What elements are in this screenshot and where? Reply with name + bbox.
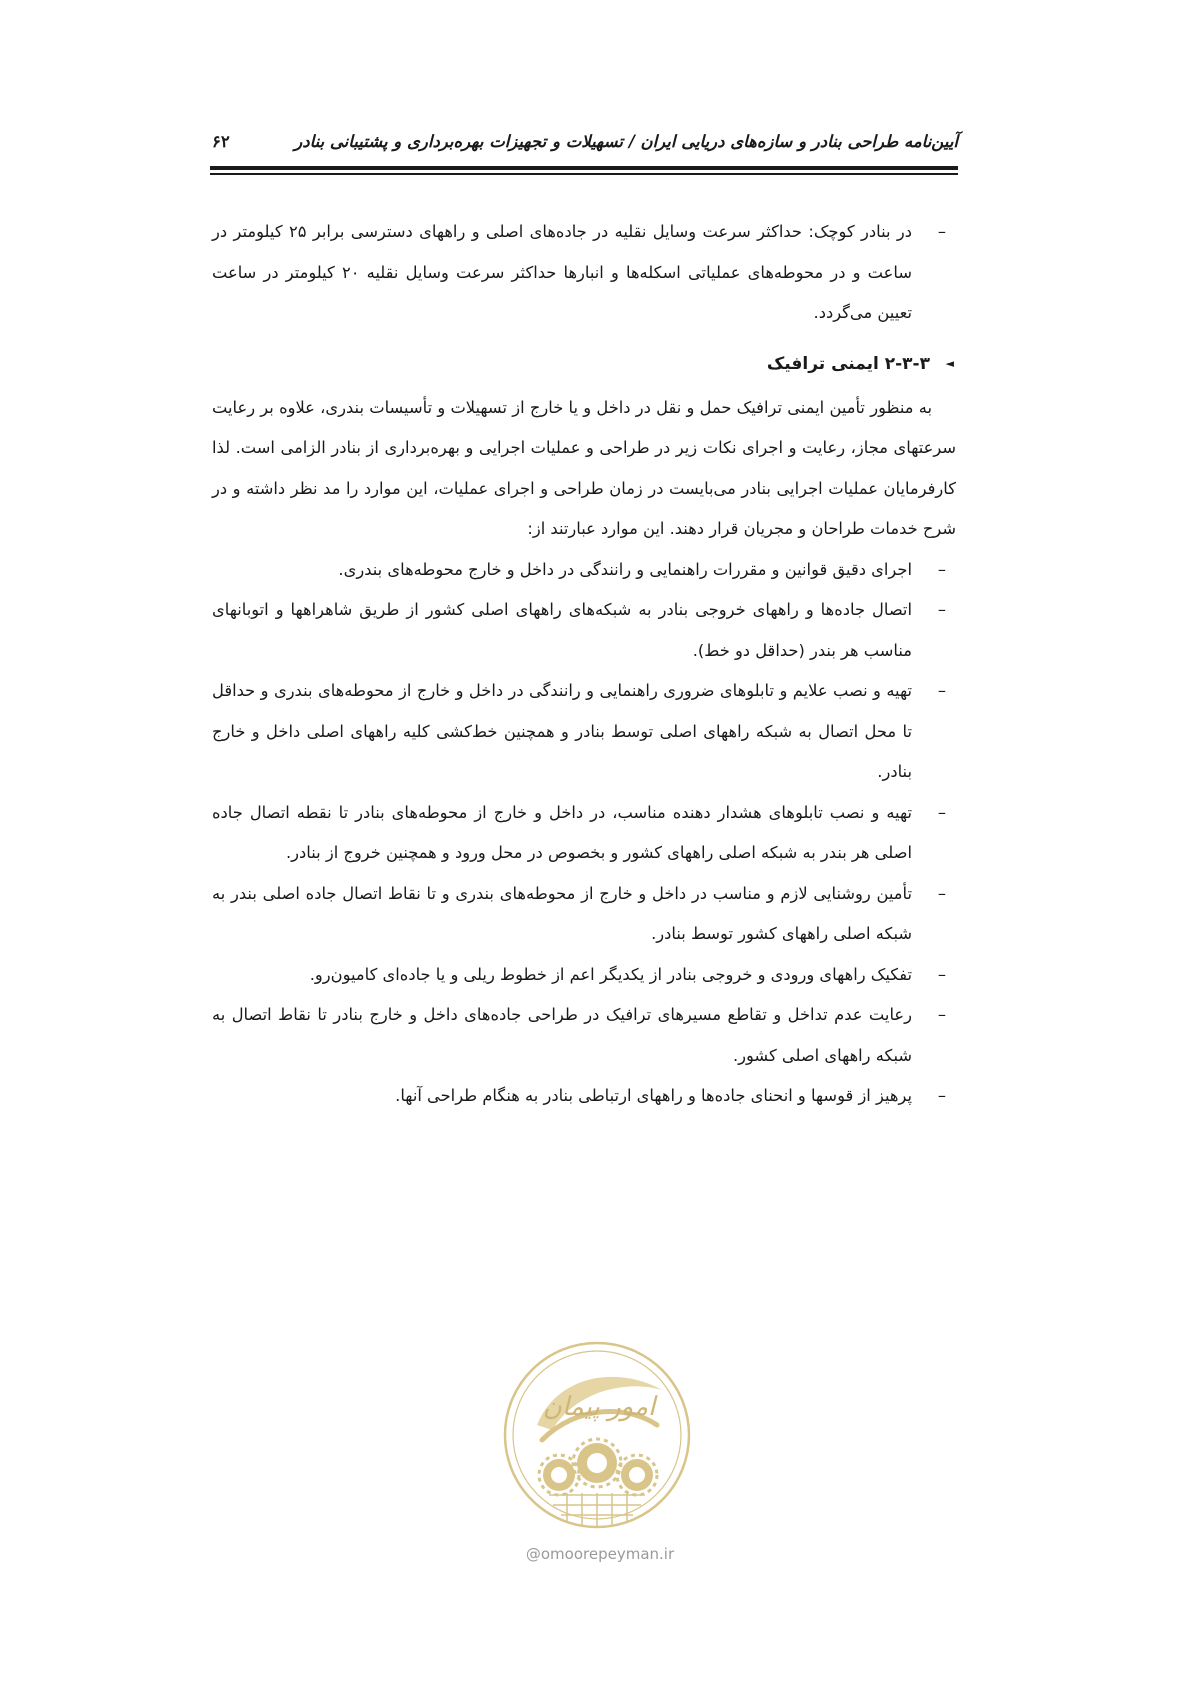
list-item — [212, 874, 956, 955]
intro-bullet-text: در بنادر کوچک: حداکثر سرعت وسایل نقلیه در جاده‌های اصلی و راههای دسترسی برابر ۲۵ کیلومتر در ساعت و در محوطه‌های عملیاتی اسکله‌ها و انبارها حداکثر سرعت وسایل نقلیه ۲۰ کیلومتر در ساعت تعیین می‌گردد. — [212, 222, 912, 322]
running-header — [210, 124, 958, 164]
list-item-text: تفکیک راههای ورودی و خروجی بنادر از یکدیگر اعم از خطوط ریلی و یا جاده‌ای کامیون‌رو. — [309, 964, 912, 984]
section-number: ۲-۳-۳ — [884, 353, 930, 374]
heading-marker-icon: ◄ — [945, 356, 954, 370]
page-content — [212, 212, 956, 1117]
bullet-dash: – — [937, 222, 947, 241]
list-item-text: تأمین روشنایی لازم و مناسب در داخل و خارج از محوطه‌های بندری و تا نقاط اتصال جاده اصلی بندر به شبکه اصلی راههای کشور توسط بنادر. — [212, 883, 912, 943]
list-item-text: تهیه و نصب تابلوهای هشدار دهنده مناسب، در داخل و خارج از محوطه‌های بنادر تا نقطه اتصال جاده اصلی هر بندر به شبکه اصلی راههای کشور و بخصوص در محل ورود و همچنین خروج از بنادر. — [212, 802, 912, 862]
list-item-text: اتصال جاده‌ها و راههای خروجی بنادر به شبکه‌های راههای اصلی کشور از طریق شاهراهها و اتوبانهای مناسب هر بندر (حداقل دو خط). — [212, 600, 912, 660]
bullet-dash: – — [937, 1086, 947, 1105]
list-item-text: رعایت عدم تداخل و تقاطع مسیرهای ترافیک در طراحی جاده‌های داخل و خارج بنادر تا نقاط اتصال به شبکه راههای اصلی کشور. — [212, 1005, 912, 1065]
intro-bullet — [212, 212, 956, 334]
list-item — [212, 1076, 956, 1117]
list-item-text: تهیه و نصب علایم و تابلوهای ضروری راهنمایی و رانندگی در داخل و خارج از محوطه‌های بندری و حداقل تا محل اتصال به شبکه راههای اصلی توسط بنادر و همچنین خط‌کشی کلیه راههای اصلی داخل و خارج بنادر. — [212, 681, 912, 781]
section-paragraph: به منظور تأمین ایمنی ترافیک حمل و نقل در داخل و یا خارج از تسهیلات و تأسیسات بندری، علاوه بر رعایت سرعتهای مجاز، رعایت و اجرای نکات زیر در طراحی و عملیات اجرایی و بهره‌برداری از بنادر الزامی است. لذا کارفرمایان عملیات اجرایی بنادر می‌بایست در زمان طراحی و اجرای عملیات، این موارد را مد نظر داشته و در شرح خدمات طراحان و مجریان قرار دهند. این موارد عبارتند از: — [212, 397, 956, 538]
bullet-dash: – — [937, 600, 947, 619]
header-rule-thin — [210, 173, 958, 175]
page-number: ۶۲ — [212, 132, 230, 151]
bullet-dash: – — [937, 802, 947, 822]
bullet-dash: – — [937, 559, 947, 579]
bullet-dash: – — [937, 964, 947, 984]
section-heading — [212, 344, 956, 384]
website-watermark: @omoorepeyman.ir — [525, 1545, 675, 1563]
list-item — [212, 671, 956, 793]
list-item-text: اجرای دقیق قوانین و مقررات راهنمایی و رانندگی در داخل و خارج محوطه‌های بندری. — [338, 559, 912, 579]
list-item — [212, 590, 956, 671]
list-item — [212, 793, 956, 874]
header-title: آیین‌نامه طراحی بنادر و سازه‌های دریایی ایران / تسهیلات و تجهیزات بهره‌برداری و پشتیبانی بنادر — [294, 132, 958, 151]
requirements-list — [212, 550, 956, 1117]
bullet-dash: – — [937, 883, 947, 903]
header-rule-thick — [210, 166, 958, 170]
list-item — [212, 995, 956, 1076]
section-title: ایمنی ترافیک — [766, 353, 879, 374]
bullet-dash: – — [937, 1005, 947, 1024]
stamp-text: امور پیمان — [542, 1392, 656, 1422]
stamp-logo — [497, 1335, 697, 1535]
list-item — [212, 550, 956, 591]
bullet-dash: – — [937, 681, 947, 700]
list-item-text: پرهیز از قوسها و انحنای جاده‌ها و راههای ارتباطی بنادر به هنگام طراحی آنها. — [395, 1086, 912, 1105]
list-item — [212, 955, 956, 996]
